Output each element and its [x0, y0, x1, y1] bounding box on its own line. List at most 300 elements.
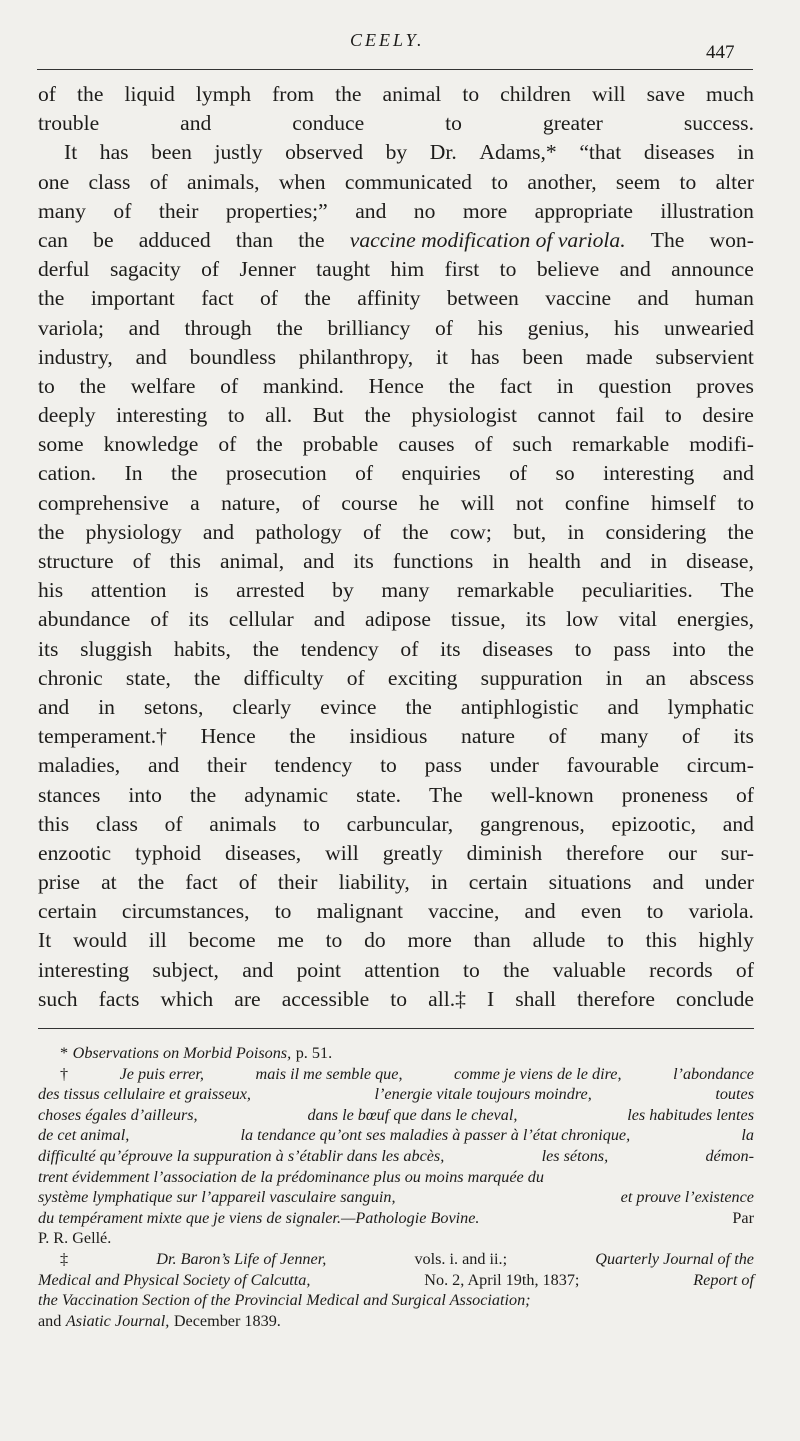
word: shall [515, 986, 556, 1011]
word: welfare [130, 373, 196, 398]
word: remarkable [572, 432, 670, 457]
word: first [444, 257, 480, 282]
word: another, [527, 169, 597, 194]
text-line [38, 926, 754, 955]
word: and [637, 286, 669, 311]
word: question [598, 373, 672, 398]
word: derful [38, 257, 90, 282]
word: setons, [143, 694, 204, 719]
word: of [201, 257, 220, 282]
word: the [171, 461, 198, 486]
word: the [503, 957, 530, 982]
word: tendency [300, 636, 379, 661]
word: the Vaccination Section of the Provincial Medical and Surgical Association; [38, 1291, 531, 1310]
word: to [325, 928, 343, 953]
word: fact [201, 286, 234, 311]
word: will [325, 840, 359, 865]
word: malignant [316, 899, 403, 924]
word: it [435, 344, 448, 369]
word: causes [398, 432, 455, 457]
word: animals [209, 811, 277, 836]
word: valuable [552, 957, 626, 982]
word: prosecution [225, 461, 327, 486]
word: deeply [38, 403, 96, 428]
word: their [158, 198, 199, 223]
word: this [38, 811, 70, 836]
word: by [385, 140, 408, 165]
text-line [38, 635, 754, 664]
word: liquid [124, 82, 175, 106]
word: Je puis errer, [119, 1064, 204, 1083]
word: and [619, 257, 651, 282]
word: through [184, 315, 252, 340]
word: to [607, 928, 624, 953]
word: under [489, 753, 539, 778]
word: are [234, 986, 261, 1011]
word: into [672, 636, 706, 661]
text-line [38, 372, 754, 401]
word: tissue, [451, 607, 506, 632]
word: arrested [236, 578, 305, 603]
word: l’abondance [673, 1064, 754, 1083]
word: subservient [655, 344, 754, 369]
word: class [95, 811, 138, 836]
word: the [298, 227, 325, 252]
word: the [276, 315, 303, 340]
word: insidious [349, 724, 428, 749]
word: health [528, 549, 581, 573]
word: vaccine, [428, 899, 500, 924]
word: interesting [38, 957, 130, 982]
word: pathology [255, 519, 342, 544]
word: lymphatic [667, 694, 754, 719]
word: The [650, 227, 685, 252]
text-line [38, 693, 754, 722]
word: conclude [676, 986, 754, 1011]
word: appropriate [534, 198, 633, 223]
word: and [355, 198, 387, 223]
word: proneness [621, 782, 709, 807]
word: Asiatic Journal, [65, 1311, 170, 1330]
word: comprehensive [38, 490, 169, 515]
word: cellular [228, 607, 294, 632]
word: its [38, 636, 59, 661]
word: one [38, 169, 70, 194]
word: and [128, 315, 160, 340]
word: the [335, 82, 362, 106]
word: into [128, 782, 162, 807]
word: to [679, 169, 697, 194]
word: to [463, 957, 480, 982]
word: carbuncular, [346, 811, 454, 836]
word: of [509, 461, 528, 486]
word: physiologist [411, 403, 517, 428]
word: unwearied [663, 315, 754, 340]
word: to [737, 490, 754, 515]
text-line [38, 168, 754, 197]
word: greater [542, 111, 603, 136]
word: its [733, 724, 754, 749]
word: its [188, 607, 209, 632]
word: of [113, 198, 132, 223]
word: has [470, 344, 500, 369]
word: the [405, 694, 432, 719]
word: It [38, 928, 52, 953]
word: communicated [344, 169, 472, 194]
word: cannot [537, 403, 596, 428]
word: their [277, 870, 318, 895]
word: course [341, 490, 398, 515]
word: to [380, 753, 397, 778]
word: conduce [292, 111, 365, 136]
word: become [188, 928, 256, 953]
word: and [652, 870, 684, 895]
running-head [0, 28, 800, 63]
footnote-line [38, 1084, 754, 1105]
word: attention [364, 957, 440, 982]
word: affinity [357, 286, 421, 311]
word: No. 2, April 19th, 1837; [424, 1270, 580, 1289]
word: state. [356, 782, 402, 807]
word: been [151, 140, 192, 165]
word: functions [392, 549, 474, 573]
word: more [462, 198, 508, 223]
word: chronic [38, 665, 103, 690]
word: probable [302, 432, 379, 457]
word: records [649, 957, 713, 982]
text-line [38, 722, 754, 751]
word: alter [715, 169, 754, 194]
word: philanthropy, [298, 344, 414, 369]
text-line [38, 80, 754, 109]
word: of [150, 607, 169, 632]
word: and [722, 461, 754, 486]
word: démon- [705, 1146, 754, 1165]
word: It [64, 140, 78, 165]
word: energies, [677, 607, 754, 632]
word: Hence [368, 373, 424, 398]
running-title: CEELY. [350, 30, 425, 50]
text-line [38, 810, 754, 839]
word: † [60, 1064, 69, 1083]
word: announce [671, 257, 754, 282]
word: p. 51. [295, 1044, 333, 1062]
word: enquiries [401, 461, 481, 486]
word: believe [536, 257, 600, 282]
text-line [38, 459, 754, 488]
word: many [38, 198, 86, 223]
word: la [741, 1126, 754, 1145]
word: of [238, 870, 257, 895]
word: to [574, 636, 592, 661]
word: state, [125, 665, 171, 690]
word: fact [499, 373, 533, 398]
text-line [38, 985, 754, 1014]
word: animal, [219, 549, 285, 573]
word: its [440, 636, 461, 661]
word: P. R. Gellé. [38, 1229, 112, 1248]
footnotes [38, 1043, 754, 1331]
word: l’energie vitale toujours moindre, [374, 1085, 592, 1104]
word: certain [38, 899, 97, 924]
word: the [727, 519, 754, 544]
word: mankind. [262, 373, 344, 398]
word: the [448, 373, 475, 398]
word: has [99, 140, 129, 165]
word: prise [38, 870, 80, 895]
word: attention [90, 578, 167, 603]
text-line [38, 255, 754, 284]
word: adipose [364, 607, 431, 632]
word: to [303, 811, 320, 836]
word: me [277, 928, 304, 953]
text-line [38, 138, 754, 167]
word: and [38, 694, 70, 719]
footnote-line [38, 1228, 754, 1249]
word: In [124, 461, 143, 486]
word: pass [424, 753, 462, 778]
word: favourable [566, 753, 659, 778]
word: between [446, 286, 519, 311]
word: himself [651, 490, 716, 515]
word: save [646, 82, 685, 106]
word: du tempérament mixte que je viens de signaler.—Pathologie Bovine. [38, 1208, 480, 1227]
word: in [556, 373, 574, 398]
text-line [38, 518, 754, 547]
word: subject, [152, 957, 219, 982]
word: such [38, 986, 78, 1011]
word: in [605, 665, 623, 690]
word: justly [214, 140, 263, 165]
word: pass [613, 636, 651, 661]
word: exciting [387, 665, 458, 690]
word: Dr. Baron’s Life of Jenner, [156, 1249, 327, 1268]
word: the [304, 286, 331, 311]
word: considering [605, 519, 707, 544]
word: and [600, 549, 632, 573]
word: to [664, 403, 682, 428]
word: to [274, 899, 292, 924]
word: habits, [173, 636, 231, 661]
word: more [407, 928, 452, 953]
word: certain [468, 870, 528, 895]
word: fact [185, 870, 218, 895]
word: but, [513, 519, 547, 544]
word: of [164, 811, 183, 836]
word: liability, [338, 870, 410, 895]
word: Adams,* [479, 140, 557, 165]
word: in [650, 549, 668, 573]
word: peculiarities. [581, 578, 693, 603]
word: and [303, 549, 335, 573]
word: of [149, 169, 168, 194]
word: diseases [482, 636, 554, 661]
word: animals, [186, 169, 260, 194]
word: of [346, 665, 365, 690]
word: and [180, 111, 212, 136]
text-line [38, 109, 754, 138]
word: do [364, 928, 386, 953]
word: the [189, 782, 217, 807]
footnote-line [38, 1043, 754, 1064]
word: of [735, 957, 754, 982]
word: much [705, 82, 754, 106]
word: the [256, 432, 283, 457]
word: nature, [221, 490, 281, 515]
word: des tissus cellulaire et graisseux, [38, 1085, 251, 1104]
word: I [486, 986, 495, 1011]
word: suppuration [480, 665, 583, 690]
word: cation. [38, 461, 97, 486]
footnote-line [38, 1064, 754, 1085]
word: antiphlogistic [460, 694, 579, 719]
word: les sétons, [541, 1146, 609, 1165]
word: situations [548, 870, 632, 895]
word: will [591, 82, 626, 106]
word: his [477, 315, 503, 340]
footnote-line [38, 1270, 754, 1291]
word: the [79, 373, 106, 398]
word: him [390, 257, 425, 282]
word: Dr. [429, 140, 457, 165]
word: difficulté qu’éprouve la suppuration à s’établir dans les abcès, [38, 1146, 445, 1165]
word: industry, [38, 344, 113, 369]
word: the [364, 403, 391, 428]
text-line [38, 343, 754, 372]
word: in [567, 519, 585, 544]
word: in [98, 694, 115, 719]
word: from [272, 82, 315, 106]
word: sur- [720, 840, 754, 865]
footnote-line [38, 1208, 754, 1229]
word: will [460, 490, 495, 515]
word: de cet animal, [38, 1126, 130, 1145]
word: and [242, 957, 274, 982]
word: maladies, [38, 753, 121, 778]
text-line [38, 197, 754, 226]
word: lymph [195, 82, 252, 106]
word: structure [38, 549, 114, 573]
word: brilliancy [327, 315, 411, 340]
word: when [278, 169, 326, 194]
text-line [38, 547, 754, 576]
text-line [38, 401, 754, 430]
word: his [614, 315, 640, 340]
footnote-line [38, 1125, 754, 1146]
word: even [580, 899, 622, 924]
word: choses égales d’ailleurs, [38, 1105, 198, 1124]
word: of [681, 724, 700, 749]
word: to [227, 403, 245, 428]
word: to [646, 899, 664, 924]
word: at [101, 870, 117, 895]
header-rule [37, 69, 753, 70]
word: in [492, 549, 510, 573]
word: desire [702, 403, 754, 428]
word: diseases [643, 140, 715, 165]
text-line [38, 576, 754, 605]
word: temperament.† [38, 724, 167, 749]
word: trent évidemment l’association de la prédominance plus ou moins marquée du [38, 1167, 544, 1186]
word: December 1839. [173, 1311, 281, 1330]
word: its [525, 607, 547, 632]
text-line [38, 781, 754, 810]
word: be [93, 227, 114, 252]
word: of [301, 490, 320, 515]
word: than [235, 227, 274, 252]
word: therefore [566, 840, 645, 865]
word: Hence [200, 724, 256, 749]
word: vaccine [545, 286, 612, 311]
word: variola; [38, 315, 104, 340]
footnote-rule [38, 1028, 754, 1029]
word: The [429, 782, 463, 807]
word: adduced [138, 227, 211, 252]
text-line [38, 430, 754, 459]
word: many [381, 578, 430, 603]
word: trouble [38, 111, 100, 136]
word: this [169, 549, 201, 573]
text-line [38, 956, 754, 985]
word: and [524, 899, 556, 924]
word: so [555, 461, 575, 486]
text-line [38, 314, 754, 343]
word: human [695, 286, 754, 311]
word: sluggish [80, 636, 153, 661]
word: our [668, 840, 697, 865]
word: its [353, 549, 374, 573]
page-number: 447 [706, 42, 735, 63]
word: of [363, 519, 381, 544]
word: vaccine modification of variola. [349, 227, 626, 252]
word: clearly [232, 694, 292, 719]
word: the [77, 82, 104, 106]
word: abundance [38, 607, 131, 632]
word: to [390, 986, 408, 1011]
word: of [38, 82, 56, 106]
word: illustration [660, 198, 754, 223]
word: la tendance qu’ont ses maladies à passer à l’état chronique, [240, 1126, 631, 1145]
word: nature [461, 724, 515, 749]
word: sagacity [109, 257, 181, 282]
word: vols. i. and ii.; [414, 1249, 508, 1268]
word: modifi- [689, 432, 754, 457]
word: than [473, 928, 511, 953]
word: in [430, 870, 448, 895]
text-line [38, 664, 754, 693]
word: fail [615, 403, 645, 428]
word: to [462, 82, 480, 106]
word: toutes [715, 1085, 754, 1104]
word: knowledge [103, 432, 199, 457]
word: to [491, 169, 509, 194]
word: no [413, 198, 436, 223]
word: epizootic, [611, 811, 697, 836]
word: all.‡ [428, 986, 466, 1011]
word: difficulty [243, 665, 324, 690]
word: by [332, 578, 354, 603]
word: to [445, 111, 462, 136]
word: class [88, 169, 131, 194]
word: enzootic [38, 840, 112, 865]
word: success. [683, 111, 754, 136]
footnote-line [38, 1290, 754, 1311]
word: his [38, 578, 64, 603]
word: Par [732, 1208, 754, 1227]
word: an [645, 665, 667, 690]
word: of [259, 286, 278, 311]
word: circumstances, [121, 899, 250, 924]
